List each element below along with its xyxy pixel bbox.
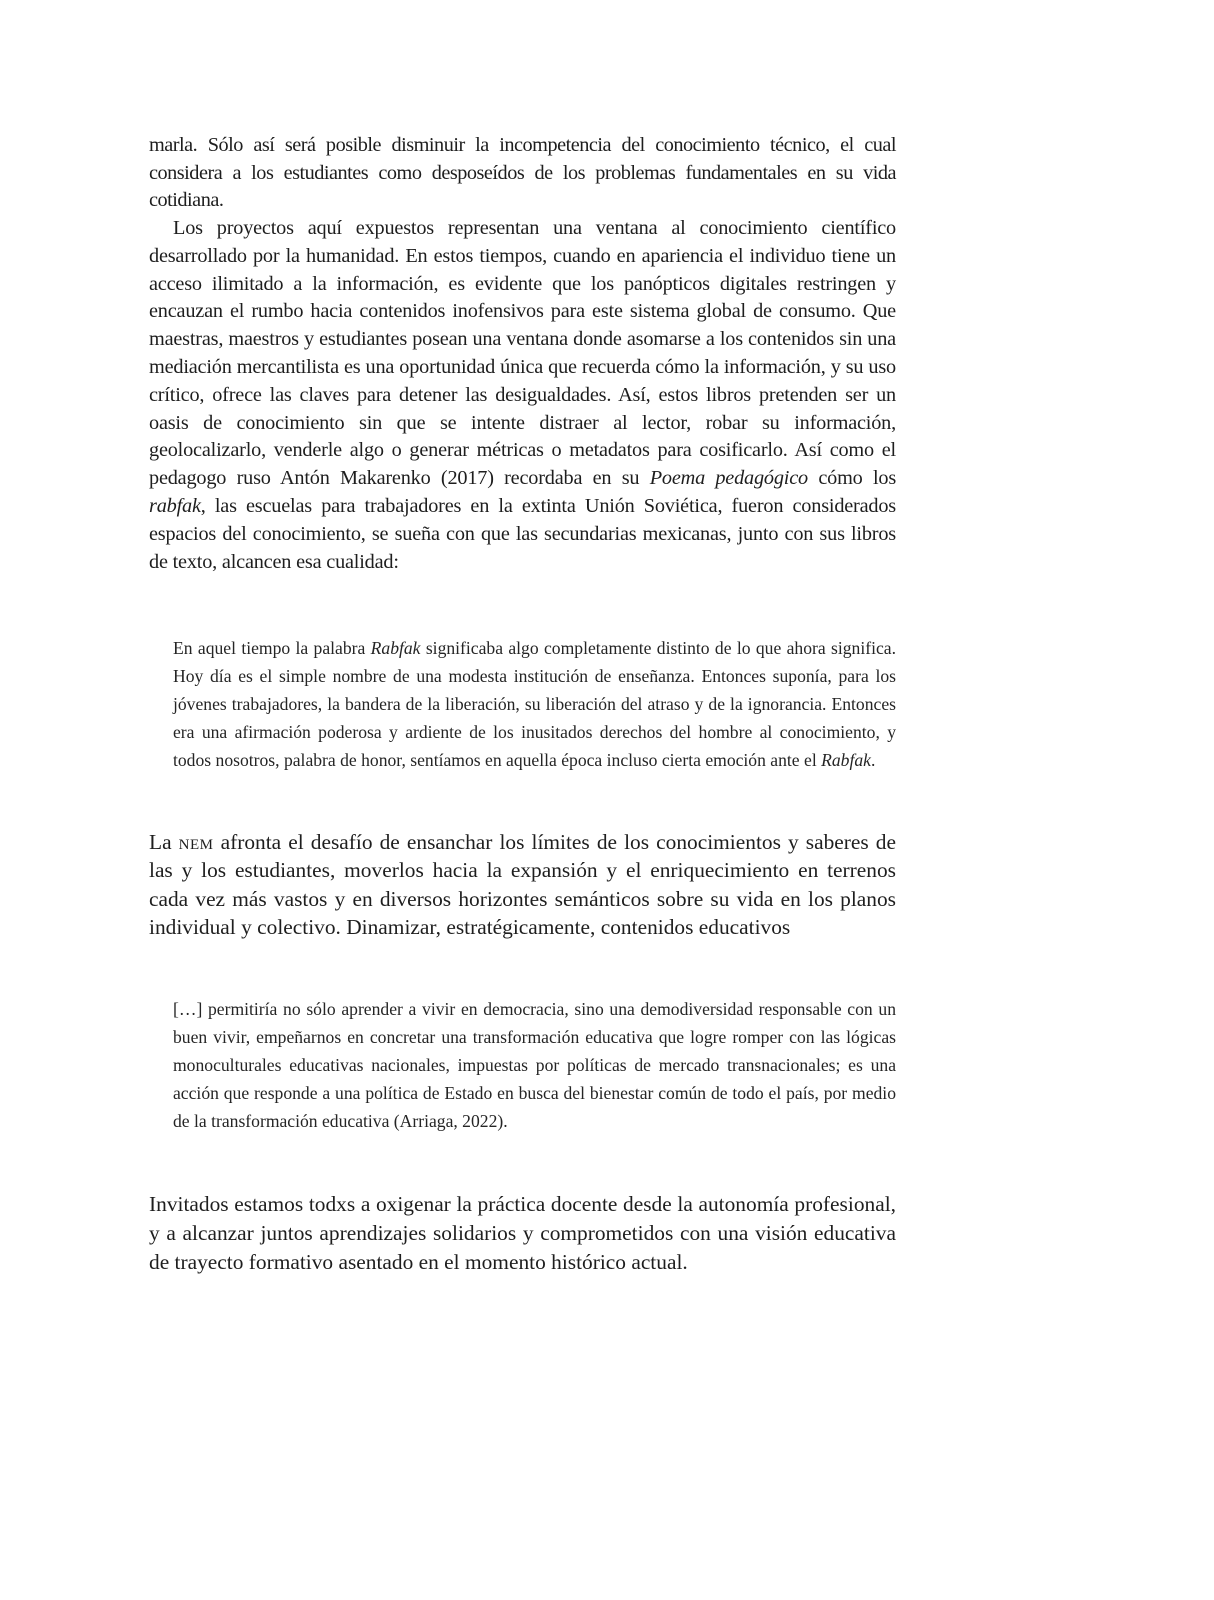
quote-1-text-a: En aquel tiempo la palabra: [173, 638, 371, 658]
paragraph-1: marla. Sólo así será posible disminuir la incompetencia del conocimiento técnico, el cual considera a los estudiantes como desposeídos de los problemas fundamentales en su vida cotidiana.: [149, 134, 896, 211]
paragraph-2-text-b: cómo los: [807, 467, 897, 490]
paragraph-3-text-b: afronta el desafío de ensanchar los límites de los conocimientos y saberes de las y los estudiantes, moverlos hacia la expansión y el enriquecimiento en terrenos cada vez más vastos y en diversos horizontes semánticos sobre su vida en los planos individual y colectivo. Dinamizar, estratégicamente, contenidos educativos: [149, 830, 896, 940]
paragraph-4: Invitados estamos todxs a oxigenar la práctica docente desde la autonomía profesional, y a alcanzar juntos aprendizajes solidarios y comprometidos con una visión educativa de trayecto formativo asentado en el momento histórico actual.: [149, 1192, 896, 1274]
quote-1-rabfak-italic-b: Rabfak: [821, 750, 871, 770]
quote-1-text-b: significaba algo completamente distinto de lo que ahora significa. Hoy día es el simple nombre de una modesta institución de enseñanza. Entonces suponía, para los jóvenes trabajadores, la bandera de la liberación, su liberación del atraso y de la ignorancia. Entonces era una afirmación poderosa y ardiente de los inusitados derechos del hombre al conocimiento, y todos nosotros, palabra de honor, sentíamos en aquella época incluso cierta emoción ante el: [173, 638, 896, 770]
block-quote-1: [173, 634, 896, 774]
quote-1-text-c: .: [870, 750, 876, 770]
book-title-italic: Poema pedagógico: [649, 467, 808, 490]
paragraph-2-text-c: , las escuelas para trabajadores en la extinta Unión Soviética, fueron considerados espacios del conocimiento, se sueña con que las secundarias mexicanas, junto con sus libros de texto, alcancen esa cualidad:: [149, 494, 896, 573]
rabfak-italic: rabfak: [149, 494, 201, 517]
block-quote-2: […] permitiría no sólo aprender a vivir en democracia, sino una demodiversidad responsable con un buen vivir, empeñarnos en concretar una transformación educativa que logre romper con las lógicas monoculturales educativas nacionales, impuestas por políticas de mercado transnacionales; es una acción que responde a una política de Estado en busca del bienestar común de todo el país, por medio de la transformación educativa (Arriaga, 2022).: [173, 999, 896, 1131]
nem-acronym: nem: [178, 830, 214, 854]
paragraph-3: [149, 828, 896, 942]
paragraph-3-text-a: La: [149, 830, 179, 854]
paragraph-2: [149, 215, 896, 576]
quote-1-rabfak-italic-a: Rabfak: [370, 638, 421, 658]
paragraph-2-text-a: Los proyectos aquí expuestos representan una ventana al conocimiento científico desarrollado por la humanidad. En estos tiempos, cuando en apariencia el individuo tiene un acceso ilimitado a la información, es evidente que los panópticos digitales restringen y encauzan el rumbo hacia contenidos inofensivos para este sistema global de consumo. Que maestras, maestros y estudiantes posean una ventana donde asomarse a los contenidos sin una mediación mercantilista es una oportunidad única que recuerda cómo la información, y su uso crítico, ofrece las claves para detener las desigualdades. Así, estos libros pretenden ser un oasis de conocimiento sin que se intente distraer al lector, robar su información, geolocalizarlo, venderle algo o generar métricas o metadatos para cosificarlo. Así como el pedagogo ruso Antón Makarenko (2017) recordaba en su: [149, 217, 896, 490]
